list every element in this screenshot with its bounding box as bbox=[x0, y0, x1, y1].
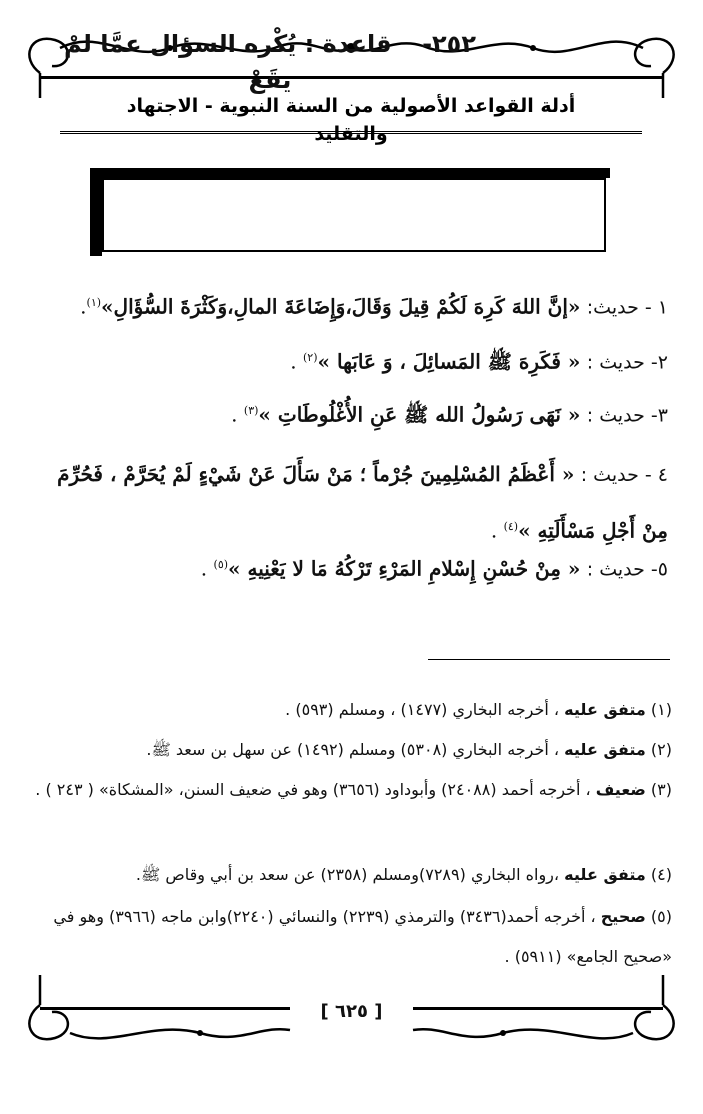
footnote-item bbox=[34, 690, 672, 730]
hadith-item bbox=[40, 396, 668, 431]
hadith-item bbox=[40, 288, 668, 323]
footnote-text: ،رواه البخاري (٧٢٨٩)ومسلم (٢٣٥٨) عن سعد بن أبي وقاص ﷺ. bbox=[135, 865, 560, 884]
hadith-end: . bbox=[231, 402, 238, 427]
hadith-label: ٤ - حديث : bbox=[580, 464, 668, 486]
footnote-item bbox=[34, 855, 672, 895]
footnote-mark: (٣) bbox=[650, 780, 672, 799]
box-shadow-left bbox=[90, 168, 102, 256]
footnote-grade: صحيح bbox=[600, 907, 646, 926]
hadith-text: « نَهَى رَسُولُ الله ﷺ عَنِ الأُغْلُوطَاتِ » bbox=[258, 402, 581, 427]
footnote-grade: متفق عليه bbox=[564, 740, 646, 759]
footnote-text: ، أخرجه البخاري (٥٣٠٨) ومسلم (١٤٩٢) عن سهل بن سعد ﷺ. bbox=[146, 740, 560, 759]
hadith-item bbox=[40, 343, 668, 378]
footnote-mark: (٤) bbox=[650, 865, 672, 884]
hadith-end: . bbox=[290, 349, 297, 374]
footnote-grade: متفق عليه bbox=[564, 700, 646, 719]
hadith-label: ٢- حديث : bbox=[586, 351, 668, 374]
footnote-item bbox=[34, 897, 672, 977]
box-shadow-top bbox=[90, 168, 610, 178]
footnote-text: ، أخرجه البخاري (١٤٧٧) ، ومسلم (٥٩٣) . bbox=[285, 700, 560, 719]
hadith-text: « مِنْ حُسْنِ إِسْلامِ المَرْءِ تَرْكُهُ مَا لا يَعْنِيهِ » bbox=[228, 556, 581, 581]
footnote-item bbox=[34, 770, 672, 810]
rule-title: قاعدة : يُكْره السؤال عمَّا لمْ يقَعْ bbox=[64, 30, 392, 94]
footnote-item bbox=[34, 730, 672, 770]
footnote-grade: متفق عليه bbox=[564, 865, 646, 884]
header-divider bbox=[60, 131, 642, 134]
page-number: [ ٦٢٥ ] bbox=[320, 1001, 383, 1022]
footnote-text: ، أخرجه أحمد(٣٤٣٦) والترمذي (٢٢٣٩) والنسائي (٢٢٤٠)وابن ماجه (٣٩٦٦) وهو في «صحيح الجامع» (٥٩١١) . bbox=[53, 907, 672, 966]
hadith-label: ١ - حديث: bbox=[586, 296, 668, 319]
footnote-ref: (٥) bbox=[213, 558, 229, 571]
footnote-ref: (٤) bbox=[503, 520, 519, 533]
running-head: أدلة القواعد الأصولية من السنة النبوية - الاجتهاد والتقليد bbox=[126, 95, 576, 145]
hadith-item bbox=[40, 550, 668, 585]
hadith-label: ٣- حديث : bbox=[586, 404, 668, 427]
rule-number: ٢٥٢- bbox=[422, 30, 476, 58]
footnote-ref: (٢) bbox=[303, 351, 318, 364]
footnote-grade: ضعيف bbox=[595, 780, 646, 799]
footnote-divider bbox=[428, 659, 670, 660]
footnote-mark: (٢) bbox=[650, 740, 672, 759]
hadith-item bbox=[40, 448, 668, 557]
hadith-text: «إنَّ اللهَ كَرِهَ لَكُمْ قِيلَ وَقَالَ،وَإِضَاعَةَ المالِ،وَكَثْرَةَ السُّؤَالِ» bbox=[101, 294, 581, 319]
hadith-end: . bbox=[200, 556, 208, 581]
hadith-label: ٥- حديث : bbox=[586, 558, 668, 581]
hadith-end: . bbox=[490, 518, 498, 543]
footnote-mark: (١) bbox=[650, 700, 672, 719]
hadith-end: . bbox=[80, 294, 87, 319]
hadith-text: « أَعْظَمُ المُسْلِمِينَ جُرْماً ؛ مَنْ سَأَلَ عَنْ شَيْءٍ لَمْ يُحَرَّمْ ، فَحُرِّمَ مِنْ أَجْلِ مَسْأَلَتِهِ » bbox=[57, 462, 668, 543]
rule-heading bbox=[40, 26, 500, 98]
footnote-mark: (٥) bbox=[650, 907, 672, 926]
footnote-ref: (١) bbox=[86, 296, 102, 309]
footnote-text: ، أخرجه أحمد (٢٤٠٨٨) وأبوداود (٣٦٥٦) وهو في ضعيف السنن، «المشكاة» ( ٢٤٣ ) . bbox=[35, 780, 591, 799]
box-frame bbox=[102, 178, 606, 252]
hadith-text: « فَكَرِهَ ﷺ المَسائِلَ ، وَ عَابَها » bbox=[317, 349, 581, 374]
footnote-ref: (٣) bbox=[243, 404, 259, 417]
rule-heading-box bbox=[90, 168, 610, 256]
